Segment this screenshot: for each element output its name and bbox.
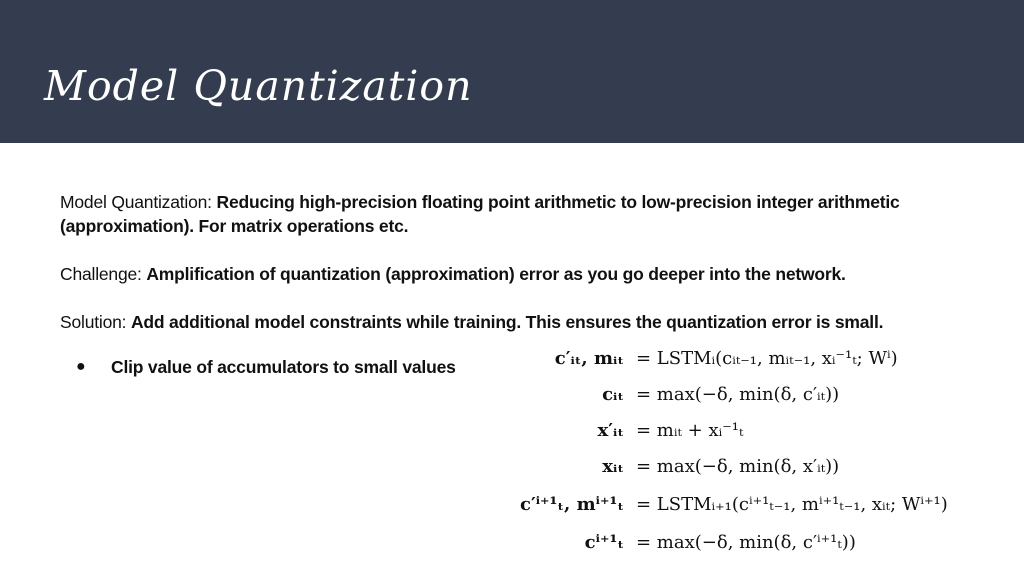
equation-rhs: = mᵢₜ + xᵢ⁻¹ₜ xyxy=(636,420,744,441)
paragraph-solution xyxy=(60,310,1000,334)
equation-rhs: = max(−δ, min(δ, x′ᵢₜ)) xyxy=(636,456,840,477)
equation-rhs: = LSTMᵢ₊₁(cⁱ⁺¹ₜ₋₁, mⁱ⁺¹ₜ₋₁, xᵢₜ; Wⁱ⁺¹) xyxy=(636,494,948,515)
equation-row xyxy=(500,348,1010,382)
paragraph-challenge xyxy=(60,262,1000,286)
paragraph-model-quantization xyxy=(60,190,1000,238)
bullet-text: Clip value of accumulators to small values xyxy=(111,357,456,377)
equation-rhs: = max(−δ, min(δ, c′ⁱ⁺¹ₜ)) xyxy=(636,532,856,553)
paragraph-label: Challenge: xyxy=(60,264,147,284)
equation-row xyxy=(500,532,1010,566)
equation-rhs: = max(−δ, min(δ, c′ᵢₜ)) xyxy=(636,384,840,405)
paragraph-text: Reducing high-precision floating point arithmetic to low-precision integer arithmetic (approximation). For matrix operations etc. xyxy=(60,192,900,236)
equation-row xyxy=(500,456,1010,490)
equation-rhs: = LSTMᵢ(cᵢₜ₋₁, mᵢₜ₋₁, xᵢ⁻¹ₜ; Wⁱ) xyxy=(636,348,898,369)
equation-block xyxy=(500,348,1010,570)
bullet-marker: ● xyxy=(76,358,86,375)
equation-lhs: x′ᵢₜ xyxy=(597,420,624,441)
equation-lhs: cⁱ⁺¹ₜ xyxy=(584,532,624,553)
slide-header xyxy=(0,0,1024,143)
equation-row xyxy=(500,420,1010,454)
paragraph-text: Amplification of quantization (approximation) error as you go deeper into the network. xyxy=(146,264,846,284)
slide-title: Model Quantization xyxy=(44,62,473,110)
paragraph-text: Add additional model constraints while training. This ensures the quantization error is small. xyxy=(130,312,884,332)
equation-row xyxy=(500,494,1010,528)
paragraph-label: Model Quantization: xyxy=(60,192,217,212)
equation-lhs: c′ⁱ⁺¹ₜ, mⁱ⁺¹ₜ xyxy=(519,494,624,515)
equation-lhs: xᵢₜ xyxy=(602,456,624,477)
equation-lhs: cᵢₜ xyxy=(602,384,624,405)
paragraph-label: Solution: xyxy=(60,312,131,332)
equation-row xyxy=(500,384,1010,418)
equation-lhs: c′ᵢₜ, mᵢₜ xyxy=(554,348,624,369)
